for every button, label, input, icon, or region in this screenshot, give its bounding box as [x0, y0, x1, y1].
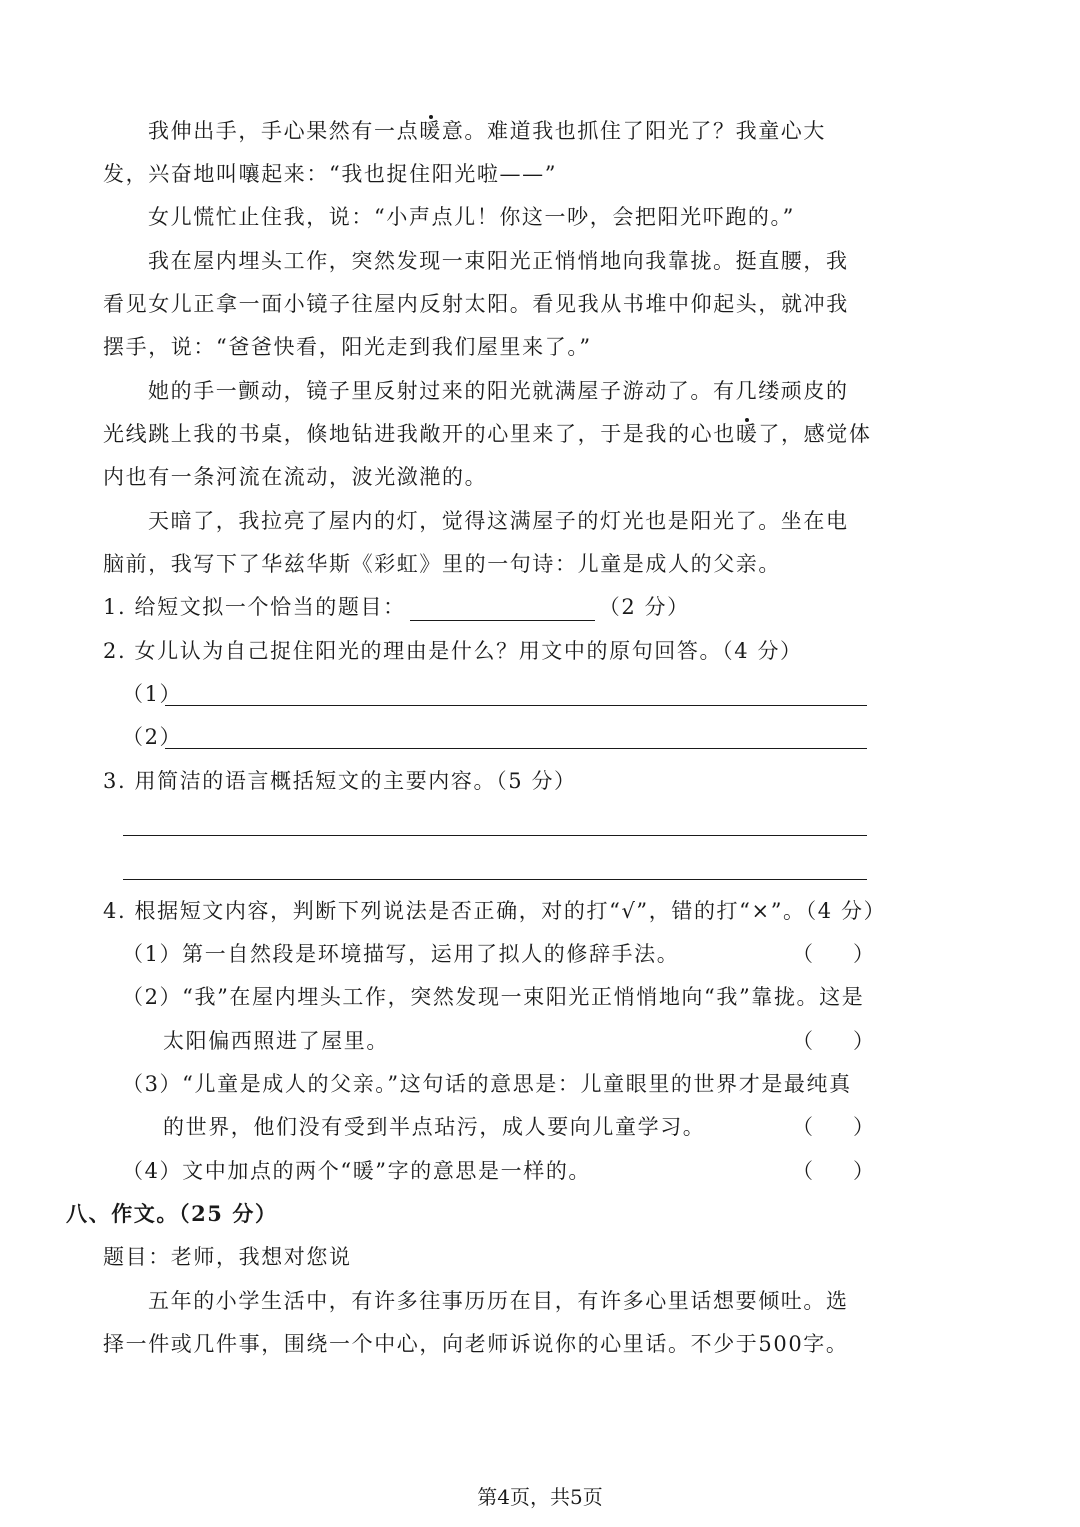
answer-line-2-2[interactable]: [165, 748, 867, 749]
composition-heading: 八、作文。（25 分）: [66, 1201, 278, 1226]
question-4-item-1: （1）第一自然段是环境描写，运用了拟人的修辞手法。: [122, 942, 680, 966]
composition-prompt-line2: 择一件或几件事，围绕一个中心，向老师诉说你的心里话。不少于500字。: [103, 1332, 849, 1356]
question-3: 3. 用简洁的语言概括短文的主要内容。（5 分）: [103, 769, 577, 793]
answer-line-3-2[interactable]: [123, 879, 867, 880]
dotted-char-nuan-2: 暖: [735, 422, 759, 446]
page-number: 第4页，共5页: [477, 1485, 603, 1509]
answer-paren-4-3[interactable]: （ ）: [792, 1115, 875, 1139]
answer-line-2-1[interactable]: [165, 705, 867, 706]
passage-p5-line2: 脑前，我写下了华兹华斯《彩虹》里的一句诗：儿童是成人的父亲。: [103, 552, 781, 576]
passage-p3-line1: 我在屋内埋头工作，突然发现一束阳光正悄悄地向我靠拢。挺直腰，我: [148, 249, 849, 273]
composition-title: 题目：老师，我想对您说: [103, 1245, 352, 1269]
question-4-item-2-line2: 太阳偏西照进了屋里。: [163, 1029, 389, 1053]
passage-p3-line3: 摆手，说：“爸爸快看，阳光走到我们屋里来了。”: [103, 335, 592, 359]
composition-prompt-line1: 五年的小学生活中，有许多往事历历在目，有许多心里话想要倾吐。选: [148, 1289, 849, 1313]
question-4-item-2-line1: （2）“我”在屋内埋头工作，突然发现一束阳光正悄悄地向“我”靠拢。这是: [122, 985, 865, 1009]
passage-p4-line2-a: 光线跳上我的书桌，倏地钻进我敞开的心里来了，于是我的心也: [103, 422, 736, 446]
answer-paren-4-4[interactable]: （ ）: [792, 1159, 875, 1183]
dotted-char-nuan-1: 暖: [419, 119, 442, 143]
question-1: [103, 593, 868, 621]
question-4-item-3-line1: （3）“儿童是成人的父亲。”这句话的意思是：儿童眼里的世界才是最纯真: [122, 1072, 852, 1096]
passage-p4-line2-b: 了，感觉体: [758, 422, 872, 446]
passage-p1-line1: 我伸出手，手心果然有一点暖意。难道我也抓住了阳光了？我童心大: [148, 119, 827, 143]
passage-p5-line1: 天暗了，我拉亮了屋内的灯，觉得这满屋子的灯光也是阳光了。坐在电: [148, 509, 849, 533]
question-4-item-4: （4）文中加点的两个“暖”字的意思是一样的。: [122, 1159, 592, 1183]
answer-paren-4-2[interactable]: （ ）: [792, 1029, 875, 1053]
passage-p4-line2: [103, 420, 872, 448]
passage-p4-line1: 她的手一颤动，镜子里反射过来的阳光就满屋子游动了。有几缕顽皮的: [148, 379, 849, 403]
question-4-item-3-line2: 的世界，他们没有受到半点玷污，成人要向儿童学习。: [163, 1115, 706, 1139]
passage-p2: 女儿慌忙止住我，说：“小声点儿！你这一吵，会把阳光吓跑的。”: [148, 205, 795, 229]
title-answer-blank[interactable]: [410, 598, 595, 621]
question-2-item-2-label: （2）: [122, 725, 183, 749]
passage-p1-line2: 发，兴奋地叫嚷起来：“我也捉住阳光啦——”: [103, 162, 558, 186]
question-1-text: 1. 给短文拟一个恰当的题目：: [103, 595, 406, 619]
question-2: 2. 女儿认为自己捉住阳光的理由是什么？用文中的原句回答。（4 分）: [103, 639, 803, 663]
passage-p4-line3: 内也有一条河流在流动，波光潋滟的。: [103, 465, 488, 489]
answer-paren-4-1[interactable]: （ ）: [792, 942, 875, 966]
question-4: 4. 根据短文内容，判断下列说法是否正确，对的打“√”，错的打“×”。（4 分）: [103, 899, 887, 923]
question-1-score: （2 分）: [598, 595, 690, 619]
answer-line-3-1[interactable]: [123, 835, 867, 836]
passage-p3-line2: 看见女儿正拿一面小镜子往屋内反射太阳。看见我从书堆中仰起头，就冲我: [103, 292, 849, 316]
question-2-item-1-label: （1）: [122, 682, 183, 706]
